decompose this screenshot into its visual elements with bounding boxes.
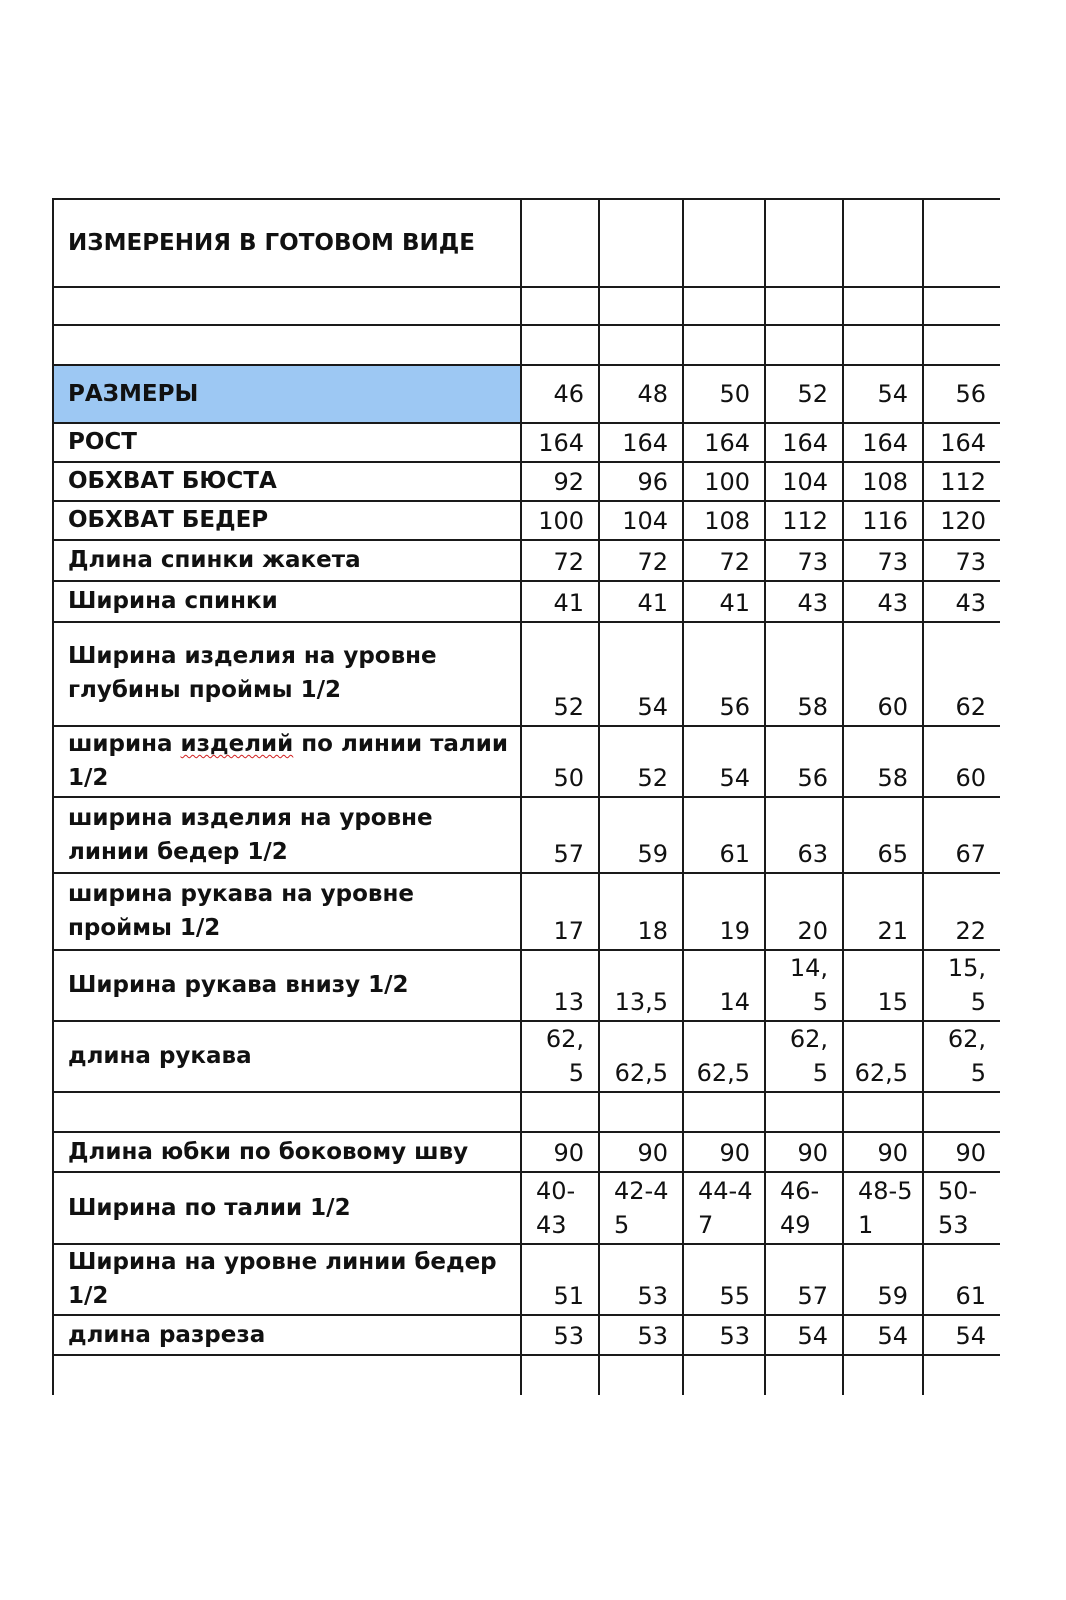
row-value: 116 [843, 501, 923, 540]
row-value: 96 [599, 462, 683, 501]
empty-cell [923, 199, 1000, 287]
row-value: 18 [599, 873, 683, 950]
row-label: длина разреза [53, 1315, 521, 1355]
row-value: 58 [765, 622, 843, 726]
row-value: 50-53 [923, 1172, 1000, 1244]
empty-row [53, 1355, 1000, 1395]
row-value: 53 [599, 1315, 683, 1355]
row-value: 90 [683, 1132, 765, 1172]
row-value: 62 [923, 622, 1000, 726]
size-value: 56 [923, 365, 1000, 423]
measure-row [53, 1021, 1000, 1092]
row-value: 42-45 [599, 1172, 683, 1244]
row-value: 15 [843, 950, 923, 1021]
row-label: ширина рукава на уровне проймы 1/2 [53, 873, 521, 950]
size-chart-sheet [52, 198, 1000, 1402]
row-value: 56 [683, 622, 765, 726]
row-value: 14 [683, 950, 765, 1021]
row-value: 19 [683, 873, 765, 950]
empty-row [53, 287, 1000, 325]
row-value: 59 [599, 797, 683, 873]
row-value: 72 [599, 540, 683, 581]
row-value: 41 [599, 581, 683, 622]
row-value: 53 [599, 1244, 683, 1315]
size-value: 50 [683, 365, 765, 423]
row-value: 90 [521, 1132, 599, 1172]
row-value: 164 [683, 423, 765, 462]
measure-row [53, 462, 1000, 501]
size-value: 52 [765, 365, 843, 423]
row-label: Длина спинки жакета [53, 540, 521, 581]
row-value: 164 [765, 423, 843, 462]
row-value: 54 [683, 726, 765, 797]
measure-row [53, 1315, 1000, 1355]
row-value: 112 [765, 501, 843, 540]
row-value: 58 [843, 726, 923, 797]
row-value: 53 [683, 1315, 765, 1355]
size-chart-table [52, 198, 1000, 1395]
row-value: 20 [765, 873, 843, 950]
row-value: 55 [683, 1244, 765, 1315]
sizes-row [53, 365, 1000, 423]
row-value: 21 [843, 873, 923, 950]
table-title: ИЗМЕРЕНИЯ В ГОТОВОМ ВИДЕ [53, 199, 521, 287]
row-label: Ширина рукава внизу 1/2 [53, 950, 521, 1021]
row-value: 46-49 [765, 1172, 843, 1244]
size-value: 46 [521, 365, 599, 423]
row-value: 50 [521, 726, 599, 797]
row-value: 17 [521, 873, 599, 950]
row-value: 13 [521, 950, 599, 1021]
row-value: 72 [521, 540, 599, 581]
row-value: 41 [683, 581, 765, 622]
row-value: 52 [521, 622, 599, 726]
row-label: ОБХВАТ БЮСТА [53, 462, 521, 501]
row-label: РОСТ [53, 423, 521, 462]
empty-cell [765, 199, 843, 287]
row-value: 104 [765, 462, 843, 501]
row-value: 90 [923, 1132, 1000, 1172]
size-value: 54 [843, 365, 923, 423]
row-value: 60 [843, 622, 923, 726]
measure-row [53, 1132, 1000, 1172]
row-value: 15,5 [923, 950, 1000, 1021]
row-value: 13,5 [599, 950, 683, 1021]
empty-cell [683, 199, 765, 287]
empty-cell [599, 199, 683, 287]
row-value: 164 [843, 423, 923, 462]
row-label: ширина изделия на уровне линии бедер 1/2 [53, 797, 521, 873]
measure-row [53, 501, 1000, 540]
row-value: 51 [521, 1244, 599, 1315]
row-label: Ширина по талии 1/2 [53, 1172, 521, 1244]
row-value: 65 [843, 797, 923, 873]
row-value: 73 [923, 540, 1000, 581]
row-label: Ширина на уровне линии бедер 1/2 [53, 1244, 521, 1315]
row-value: 54 [923, 1315, 1000, 1355]
row-value: 22 [923, 873, 1000, 950]
row-value: 54 [843, 1315, 923, 1355]
row-label: Длина юбки по боковому шву [53, 1132, 521, 1172]
row-value: 112 [923, 462, 1000, 501]
measure-row [53, 950, 1000, 1021]
row-label: длина рукава [53, 1021, 521, 1092]
row-value: 164 [923, 423, 1000, 462]
row-value: 92 [521, 462, 599, 501]
row-value: 73 [765, 540, 843, 581]
row-value: 62,5 [843, 1021, 923, 1092]
row-value: 100 [683, 462, 765, 501]
row-value: 59 [843, 1244, 923, 1315]
row-value: 62,5 [683, 1021, 765, 1092]
row-label: ОБХВАТ БЕДЕР [53, 501, 521, 540]
row-value: 53 [521, 1315, 599, 1355]
row-value: 100 [521, 501, 599, 540]
row-value: 14,5 [765, 950, 843, 1021]
row-value: 108 [843, 462, 923, 501]
row-value: 104 [599, 501, 683, 540]
row-value: 90 [843, 1132, 923, 1172]
size-value: 48 [599, 365, 683, 423]
empty-row [53, 1092, 1000, 1132]
row-value: 57 [521, 797, 599, 873]
empty-row [53, 325, 1000, 365]
row-value: 56 [765, 726, 843, 797]
title-row [53, 199, 1000, 287]
measure-row [53, 540, 1000, 581]
row-value: 90 [599, 1132, 683, 1172]
row-value: 43 [923, 581, 1000, 622]
measure-row [53, 423, 1000, 462]
row-value: 48-51 [843, 1172, 923, 1244]
measure-row [53, 622, 1000, 726]
row-value: 62,5 [765, 1021, 843, 1092]
row-value: 62,5 [521, 1021, 599, 1092]
row-value: 61 [923, 1244, 1000, 1315]
row-value: 41 [521, 581, 599, 622]
measure-row [53, 873, 1000, 950]
row-value: 120 [923, 501, 1000, 540]
row-value: 43 [765, 581, 843, 622]
row-value: 73 [843, 540, 923, 581]
spellcheck-underline: изделий [180, 731, 294, 757]
row-value: 43 [843, 581, 923, 622]
row-value: 54 [599, 622, 683, 726]
measure-row [53, 1244, 1000, 1315]
measure-row [53, 797, 1000, 873]
row-label: Ширина спинки [53, 581, 521, 622]
row-value: 60 [923, 726, 1000, 797]
row-value: 52 [599, 726, 683, 797]
measure-row [53, 726, 1000, 797]
measure-row [53, 581, 1000, 622]
row-value: 44-47 [683, 1172, 765, 1244]
row-value: 108 [683, 501, 765, 540]
row-label: Ширина изделия на уровне глубины проймы 1/2 [53, 622, 521, 726]
row-value: 57 [765, 1244, 843, 1315]
measure-row [53, 1172, 1000, 1244]
row-value: 62,5 [923, 1021, 1000, 1092]
row-value: 67 [923, 797, 1000, 873]
row-value: 40-43 [521, 1172, 599, 1244]
row-value: 72 [683, 540, 765, 581]
row-value: 63 [765, 797, 843, 873]
empty-cell [843, 199, 923, 287]
row-value: 61 [683, 797, 765, 873]
row-label: ширина изделий по линии талии 1/2 [53, 726, 521, 797]
row-value: 90 [765, 1132, 843, 1172]
row-value: 164 [521, 423, 599, 462]
row-value: 54 [765, 1315, 843, 1355]
row-value: 164 [599, 423, 683, 462]
empty-cell [521, 199, 599, 287]
sizes-label: РАЗМЕРЫ [53, 365, 521, 423]
row-value: 62,5 [599, 1021, 683, 1092]
